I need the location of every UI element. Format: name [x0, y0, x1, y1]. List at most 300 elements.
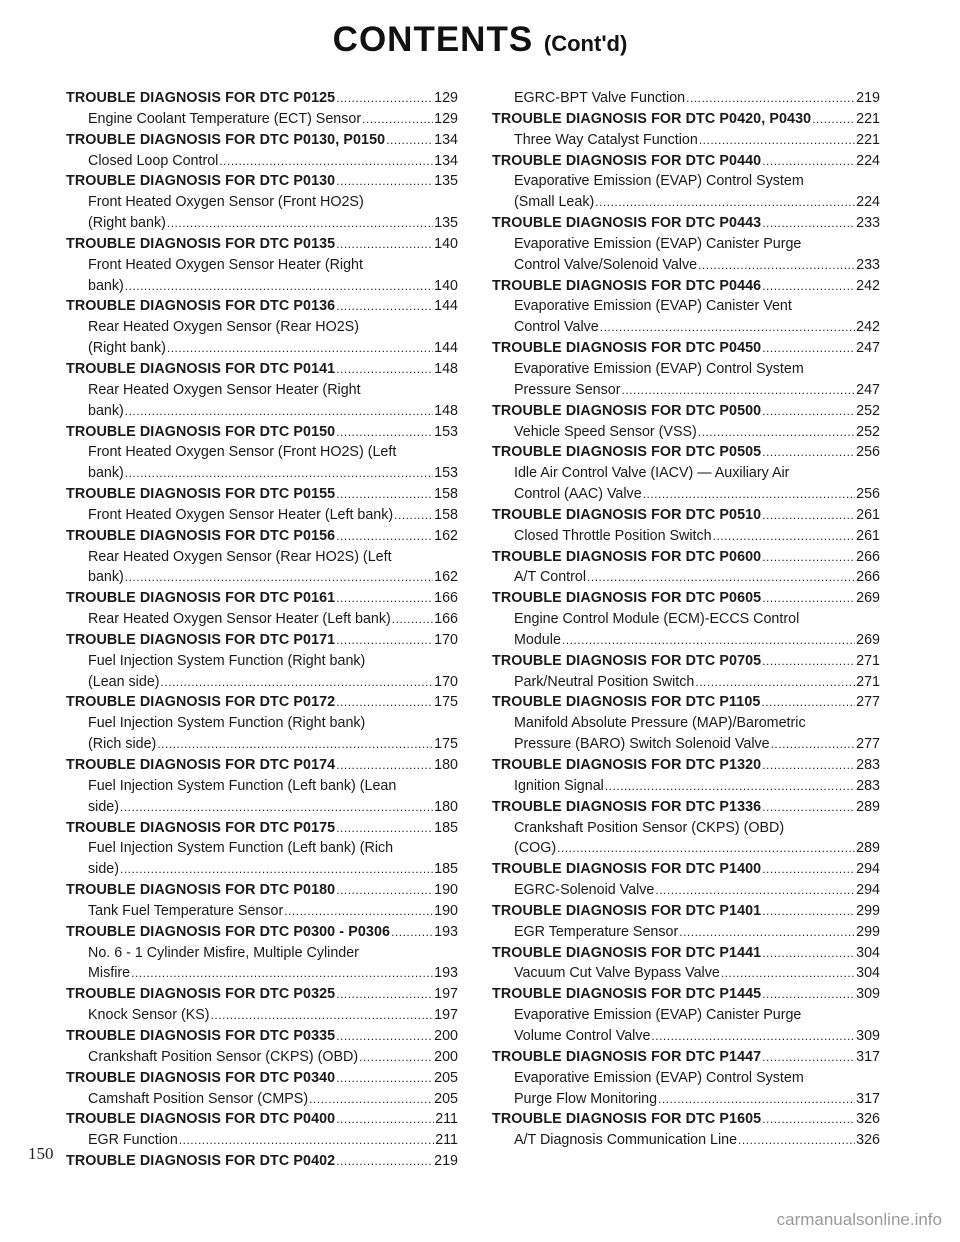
toc-leader-dots	[762, 276, 855, 297]
toc-leader-dots	[762, 213, 855, 234]
toc-page-number: 299	[856, 923, 880, 940]
toc-heading-entry	[66, 588, 458, 609]
toc-entry-text: Rear Heated Oxygen Sensor Heater (Left bank)	[88, 611, 391, 628]
toc-entry-text: EGRC-BPT Valve Function	[514, 90, 686, 106]
toc-right-column	[492, 88, 880, 1151]
toc-heading-entry	[66, 88, 458, 109]
toc-leader-dots	[762, 505, 855, 526]
toc-leader-dots	[394, 505, 433, 526]
toc-page-number: 289	[856, 798, 880, 815]
toc-heading-entry	[66, 130, 458, 151]
toc-leader-dots	[336, 422, 433, 443]
toc-page-number: 180	[434, 757, 458, 773]
toc-leader-dots	[336, 984, 433, 1005]
toc-entry-text: Rear Heated Oxygen Sensor Heater (Right	[88, 381, 361, 398]
toc-page-number: 190	[434, 882, 458, 899]
toc-leader-dots	[336, 1109, 434, 1130]
toc-heading-entry	[66, 818, 458, 839]
toc-page-number: 170	[434, 673, 458, 690]
toc-entry-text: (Right bank)	[88, 215, 166, 232]
toc-entry-text: TROUBLE DIAGNOSIS FOR DTC P1441	[492, 944, 762, 961]
toc-entry-text: TROUBLE DIAGNOSIS FOR DTC P0175	[66, 819, 336, 836]
toc-heading-entry	[66, 296, 458, 317]
toc-entry-text: TROUBLE DIAGNOSIS FOR DTC P0156	[66, 527, 336, 544]
toc-leader-dots	[762, 651, 855, 672]
toc-page-number: 166	[434, 611, 458, 628]
toc-page-number: 289	[856, 840, 880, 857]
toc-subentry	[492, 630, 880, 651]
toc-page-number: 256	[856, 486, 880, 503]
toc-subentry	[66, 776, 458, 797]
toc-entry-text: Tank Fuel Temperature Sensor	[88, 902, 284, 919]
toc-page-number: 158	[434, 486, 458, 503]
toc-page-number: 197	[434, 1007, 458, 1024]
toc-page-number: 242	[856, 319, 880, 336]
toc-leader-dots	[762, 1109, 855, 1130]
toc-page-number: 304	[856, 965, 880, 982]
toc-leader-dots	[595, 192, 855, 213]
toc-page-number: 180	[434, 798, 458, 815]
toc-entry-text: TROUBLE DIAGNOSIS FOR DTC P1401	[492, 902, 762, 919]
toc-leader-dots	[812, 109, 855, 130]
toc-subentry	[492, 880, 880, 901]
toc-leader-dots	[587, 567, 855, 588]
toc-entry-text: Idle Air Control Valve (IACV) — Auxiliary Air	[514, 465, 790, 482]
toc-page-number: 294	[856, 882, 880, 899]
toc-page-number: 221	[856, 110, 880, 127]
toc-entry-text: TROUBLE DIAGNOSIS FOR DTC P1320	[492, 757, 762, 773]
toc-entry-text: Fuel Injection System Function (Right bank)	[88, 652, 366, 669]
toc-leader-dots	[336, 588, 433, 609]
toc-leader-dots	[120, 859, 433, 880]
toc-entry-text: Evaporative Emission (EVAP) Canister Purge	[514, 1007, 802, 1024]
toc-page-number: 200	[434, 1027, 458, 1044]
toc-page-number: 317	[856, 1048, 880, 1065]
toc-leader-dots	[557, 838, 855, 859]
toc-leader-dots	[762, 151, 855, 172]
toc-leader-dots	[157, 734, 433, 755]
toc-entry-text: side)	[88, 798, 119, 815]
toc-page-number: 185	[434, 819, 458, 836]
toc-leader-dots	[392, 609, 433, 630]
toc-leader-dots	[125, 463, 433, 484]
toc-subentry	[66, 380, 458, 401]
toc-subentry	[66, 797, 458, 818]
toc-leader-dots	[713, 526, 856, 547]
toc-leader-dots	[600, 317, 855, 338]
toc-entry-text: Pressure Sensor	[514, 381, 621, 398]
page-title	[0, 20, 960, 60]
toc-entry-text: Evaporative Emission (EVAP) Canister Purge	[514, 235, 802, 252]
toc-page-number: 185	[434, 861, 458, 878]
toc-leader-dots	[336, 880, 433, 901]
toc-page-number: 266	[856, 548, 880, 565]
toc-heading-entry	[66, 755, 458, 776]
toc-leader-dots	[309, 1089, 433, 1110]
toc-page-number: 148	[434, 360, 458, 377]
toc-leader-dots	[336, 692, 433, 713]
toc-page-number: 242	[856, 277, 880, 294]
toc-leader-dots	[698, 422, 855, 443]
toc-entry-text: Closed Loop Control	[88, 152, 219, 169]
toc-leader-dots	[738, 1130, 855, 1151]
toc-heading-entry	[66, 234, 458, 255]
toc-subentry	[66, 1089, 458, 1110]
toc-entry-text: Engine Control Module (ECM)-ECCS Control	[514, 611, 800, 628]
toc-page-number: 256	[856, 444, 880, 461]
toc-page-number: 219	[434, 1153, 458, 1170]
toc-subentry	[66, 192, 458, 213]
toc-page-number: 233	[856, 256, 880, 273]
toc-entry-text: TROUBLE DIAGNOSIS FOR DTC P0300 - P0306	[66, 923, 391, 940]
toc-entry-text: Camshaft Position Sensor (CMPS)	[88, 1090, 309, 1107]
toc-page-number: 266	[856, 569, 880, 586]
toc-entry-text: Misfire	[88, 965, 131, 982]
toc-subentry	[66, 338, 458, 359]
toc-page-number: 153	[434, 465, 458, 482]
toc-entry-text: TROUBLE DIAGNOSIS FOR DTC P0446	[492, 277, 762, 294]
toc-heading-entry	[66, 526, 458, 547]
toc-leader-dots	[336, 1068, 433, 1089]
toc-subentry	[492, 255, 880, 276]
toc-subentry	[66, 963, 458, 984]
toc-entry-text: TROUBLE DIAGNOSIS FOR DTC P0125	[66, 90, 336, 106]
toc-subentry	[66, 255, 458, 276]
toc-entry-text: TROUBLE DIAGNOSIS FOR DTC P0325	[66, 986, 336, 1003]
toc-page-number: 193	[434, 965, 458, 982]
toc-leader-dots	[179, 1130, 434, 1151]
toc-page-number: 134	[434, 131, 458, 148]
toc-page-number: 193	[434, 923, 458, 940]
toc-entry-text: Control Valve/Solenoid Valve	[514, 256, 698, 273]
toc-leader-dots	[605, 776, 855, 797]
toc-page-number: 135	[434, 215, 458, 232]
toc-entry-text: (Right bank)	[88, 340, 166, 357]
toc-entry-text: TROUBLE DIAGNOSIS FOR DTC P0135	[66, 235, 336, 252]
toc-entry-text: TROUBLE DIAGNOSIS FOR DTC P1605	[492, 1111, 762, 1128]
toc-entry-text: TROUBLE DIAGNOSIS FOR DTC P0500	[492, 402, 762, 419]
toc-heading-entry	[492, 338, 880, 359]
toc-page-number: 144	[434, 298, 458, 315]
toc-subentry	[492, 963, 880, 984]
toc-heading-entry	[492, 109, 880, 130]
toc-page-number: 247	[856, 340, 880, 357]
toc-page-number: 261	[856, 506, 880, 523]
toc-page-number: 135	[434, 173, 458, 190]
toc-leader-dots	[336, 1026, 433, 1047]
toc-subentry	[66, 901, 458, 922]
toc-entry-text: Evaporative Emission (EVAP) Control System	[514, 1069, 804, 1086]
toc-page-number: 129	[434, 90, 458, 106]
toc-leader-dots	[336, 88, 433, 109]
toc-subentry	[492, 130, 880, 151]
toc-subentry	[66, 713, 458, 734]
toc-left-column	[66, 88, 458, 1172]
toc-entry-text: Front Heated Oxygen Sensor Heater (Left bank)	[88, 506, 394, 523]
toc-page-number: 197	[434, 986, 458, 1003]
toc-entry-text: Evaporative Emission (EVAP) Control System	[514, 360, 804, 377]
toc-subentry	[492, 838, 880, 859]
toc-page-number: 148	[434, 402, 458, 419]
toc-subentry	[492, 567, 880, 588]
toc-entry-text: TROUBLE DIAGNOSIS FOR DTC P0136	[66, 298, 336, 315]
toc-entry-text: (Rich side)	[88, 736, 157, 753]
toc-leader-dots	[562, 630, 855, 651]
toc-leader-dots	[391, 922, 433, 943]
toc-leader-dots	[336, 1151, 433, 1172]
toc-leader-dots	[762, 338, 855, 359]
toc-subentry	[66, 609, 458, 630]
toc-entry-text: TROUBLE DIAGNOSIS FOR DTC P0340	[66, 1069, 336, 1086]
toc-subentry	[66, 109, 458, 130]
toc-entry-text: Front Heated Oxygen Sensor (Front HO2S) (Left	[88, 444, 397, 461]
toc-subentry	[66, 463, 458, 484]
toc-entry-text: TROUBLE DIAGNOSIS FOR DTC P0150	[66, 423, 336, 440]
toc-entry-text: TROUBLE DIAGNOSIS FOR DTC P0400	[66, 1111, 336, 1128]
toc-entry-text: Pressure (BARO) Switch Solenoid Valve	[514, 736, 770, 753]
toc-page-number: 158	[434, 506, 458, 523]
page-title-main: CONTENTS	[332, 20, 534, 59]
toc-entry-text: Control Valve	[514, 319, 599, 336]
toc-page-number: 175	[434, 694, 458, 711]
toc-leader-dots	[336, 171, 433, 192]
toc-entry-text: TROUBLE DIAGNOSIS FOR DTC P0161	[66, 590, 336, 607]
toc-heading-entry	[66, 984, 458, 1005]
toc-entry-text: Purge Flow Monitoring	[514, 1090, 658, 1107]
toc-entry-text: Vacuum Cut Valve Bypass Valve	[514, 965, 720, 982]
toc-heading-entry	[492, 401, 880, 422]
toc-leader-dots	[655, 880, 855, 901]
toc-subentry	[492, 88, 880, 109]
toc-leader-dots	[643, 484, 855, 505]
toc-leader-dots	[762, 859, 855, 880]
toc-leader-dots	[762, 547, 855, 568]
toc-subentry	[66, 276, 458, 297]
toc-page-number: 200	[434, 1048, 458, 1065]
toc-entry-text: EGR Temperature Sensor	[514, 923, 679, 940]
toc-entry-text: A/T Control	[514, 569, 587, 586]
toc-entry-text: Crankshaft Position Sensor (CKPS) (OBD)	[88, 1048, 359, 1065]
toc-entry-text: TROUBLE DIAGNOSIS FOR DTC P0450	[492, 340, 762, 357]
toc-page-number: 277	[856, 736, 880, 753]
toc-entry-text: (Small Leak)	[514, 194, 595, 211]
toc-entry-text: EGR Function	[88, 1132, 178, 1149]
toc-page-number: 224	[856, 194, 880, 211]
toc-page-number: 261	[856, 527, 880, 544]
toc-entry-text: TROUBLE DIAGNOSIS FOR DTC P0174	[66, 757, 336, 773]
toc-subentry	[492, 672, 880, 693]
toc-page-number: 162	[434, 569, 458, 586]
toc-leader-dots	[762, 442, 855, 463]
toc-leader-dots	[699, 130, 855, 151]
toc-subentry	[66, 1005, 458, 1026]
toc-entry-text: Crankshaft Position Sensor (CKPS) (OBD)	[514, 819, 785, 836]
toc-entry-text: TROUBLE DIAGNOSIS FOR DTC P0440	[492, 152, 762, 169]
toc-subentry	[492, 463, 880, 484]
toc-leader-dots	[125, 276, 433, 297]
page-number: 150	[28, 1144, 54, 1163]
toc-entry-text: Three Way Catalyst Function	[514, 131, 698, 148]
toc-leader-dots	[721, 963, 855, 984]
toc-page-number: 134	[434, 152, 458, 169]
toc-entry-text: Rear Heated Oxygen Sensor (Rear HO2S)	[88, 319, 359, 336]
toc-page-number: 224	[856, 152, 880, 169]
toc-subentry	[492, 1130, 880, 1151]
toc-page-number: 211	[435, 1111, 458, 1128]
toc-heading-entry	[492, 505, 880, 526]
toc-leader-dots	[762, 984, 855, 1005]
toc-heading-entry	[492, 276, 880, 297]
toc-entry-text: TROUBLE DIAGNOSIS FOR DTC P0171	[66, 631, 336, 648]
toc-leader-dots	[762, 901, 855, 922]
toc-page-number: 326	[856, 1132, 880, 1149]
toc-entry-text: TROUBLE DIAGNOSIS FOR DTC P0155	[66, 486, 336, 503]
toc-page-number: 221	[856, 131, 880, 148]
toc-leader-dots	[762, 1047, 855, 1068]
toc-leader-dots	[761, 692, 855, 713]
toc-entry-text: Fuel Injection System Function (Right bank)	[88, 715, 366, 732]
toc-heading-entry	[492, 651, 880, 672]
toc-page-number: 269	[856, 631, 880, 648]
toc-subentry	[492, 1026, 880, 1047]
toc-entry-text: bank)	[88, 402, 124, 419]
toc-leader-dots	[336, 755, 433, 776]
toc-entry-text: TROUBLE DIAGNOSIS FOR DTC P0172	[66, 694, 336, 711]
toc-page-number: 326	[856, 1111, 880, 1128]
toc-leader-dots	[695, 672, 855, 693]
toc-leader-dots	[336, 818, 433, 839]
toc-entry-text: bank)	[88, 277, 124, 294]
toc-entry-text: TROUBLE DIAGNOSIS FOR DTC P0705	[492, 652, 762, 669]
toc-leader-dots	[651, 1026, 855, 1047]
toc-page-number: 277	[856, 694, 880, 711]
toc-heading-entry	[66, 922, 458, 943]
toc-entry-text: TROUBLE DIAGNOSIS FOR DTC P0141	[66, 360, 336, 377]
toc-entry-text: EGRC-Solenoid Valve	[514, 882, 655, 899]
toc-heading-entry	[66, 692, 458, 713]
toc-page-number: 252	[856, 402, 880, 419]
toc-entry-text: TROUBLE DIAGNOSIS FOR DTC P0420, P0430	[492, 110, 812, 127]
toc-entry-text: Closed Throttle Position Switch	[514, 527, 712, 544]
toc-subentry	[492, 1068, 880, 1089]
toc-entry-text: TROUBLE DIAGNOSIS FOR DTC P0402	[66, 1153, 336, 1170]
toc-subentry	[492, 526, 880, 547]
toc-entry-text: Front Heated Oxygen Sensor (Front HO2S)	[88, 194, 364, 211]
toc-entry-text: TROUBLE DIAGNOSIS FOR DTC P0605	[492, 590, 762, 607]
toc-heading-entry	[66, 1068, 458, 1089]
toc-heading-entry	[492, 901, 880, 922]
toc-leader-dots	[161, 672, 434, 693]
toc-page-number: 294	[856, 861, 880, 878]
toc-leader-dots	[125, 567, 433, 588]
toc-subentry	[66, 838, 458, 859]
toc-subentry	[492, 1089, 880, 1110]
toc-heading-entry	[492, 797, 880, 818]
toc-entry-text: Module	[514, 631, 561, 648]
toc-leader-dots	[131, 963, 433, 984]
toc-subentry	[492, 484, 880, 505]
toc-page-number: 299	[856, 902, 880, 919]
toc-page-number: 271	[856, 652, 880, 669]
toc-leader-dots	[211, 1005, 434, 1026]
toc-entry-text: Rear Heated Oxygen Sensor (Rear HO2S) (Left	[88, 548, 392, 565]
toc-leader-dots	[336, 484, 433, 505]
toc-entry-text: TROUBLE DIAGNOSIS FOR DTC P1105	[492, 694, 761, 711]
toc-leader-dots	[658, 1089, 855, 1110]
toc-leader-dots	[336, 526, 433, 547]
toc-leader-dots	[762, 588, 855, 609]
toc-page-number: 269	[856, 590, 880, 607]
toc-page-number: 205	[434, 1090, 458, 1107]
toc-page-number: 205	[434, 1069, 458, 1086]
toc-page-number: 144	[434, 340, 458, 357]
toc-leader-dots	[336, 234, 433, 255]
toc-subentry	[492, 296, 880, 317]
toc-subentry	[66, 943, 458, 964]
toc-entry-text: TROUBLE DIAGNOSIS FOR DTC P0505	[492, 444, 762, 461]
toc-subentry	[66, 859, 458, 880]
toc-page-number: 211	[435, 1132, 458, 1149]
toc-leader-dots	[762, 401, 855, 422]
toc-heading-entry	[492, 1047, 880, 1068]
toc-entry-text: TROUBLE DIAGNOSIS FOR DTC P0510	[492, 506, 762, 523]
toc-page-number: 170	[434, 631, 458, 648]
toc-leader-dots	[219, 151, 433, 172]
toc-subentry	[492, 818, 880, 839]
toc-subentry	[492, 734, 880, 755]
toc-leader-dots	[120, 797, 433, 818]
toc-entry-text: Manifold Absolute Pressure (MAP)/Barometric	[514, 715, 806, 732]
toc-leader-dots	[336, 630, 433, 651]
toc-entry-text: (Lean side)	[88, 673, 160, 690]
toc-page-number: 304	[856, 944, 880, 961]
toc-entry-text: bank)	[88, 465, 124, 482]
toc-leader-dots	[771, 734, 856, 755]
toc-heading-entry	[492, 755, 880, 776]
toc-heading-entry	[492, 984, 880, 1005]
toc-page-number: 317	[856, 1090, 880, 1107]
toc-subentry	[66, 505, 458, 526]
toc-page-number: 283	[856, 757, 880, 773]
toc-entry-text: TROUBLE DIAGNOSIS FOR DTC P0600	[492, 548, 762, 565]
toc-subentry	[66, 442, 458, 463]
toc-subentry	[66, 672, 458, 693]
toc-leader-dots	[336, 359, 433, 380]
toc-entry-text: TROUBLE DIAGNOSIS FOR DTC P0130	[66, 173, 336, 190]
toc-entry-text: Control (AAC) Valve	[514, 486, 642, 503]
toc-page-number: 233	[856, 215, 880, 232]
toc-entry-text: Park/Neutral Position Switch	[514, 673, 695, 690]
toc-entry-text: TROUBLE DIAGNOSIS FOR DTC P0130, P0150	[66, 131, 386, 148]
toc-subentry	[66, 151, 458, 172]
toc-subentry	[492, 317, 880, 338]
toc-page-number: 247	[856, 381, 880, 398]
toc-page-number: 309	[856, 1027, 880, 1044]
toc-entry-text: TROUBLE DIAGNOSIS FOR DTC P1336	[492, 798, 762, 815]
toc-page-number: 153	[434, 423, 458, 440]
toc-leader-dots	[362, 109, 433, 130]
toc-subentry	[492, 922, 880, 943]
toc-leader-dots	[386, 130, 433, 151]
toc-leader-dots	[284, 901, 433, 922]
toc-entry-text: TROUBLE DIAGNOSIS FOR DTC P0180	[66, 882, 336, 899]
toc-page-number: 140	[434, 235, 458, 252]
toc-heading-entry	[66, 359, 458, 380]
toc-entry-text: A/T Diagnosis Communication Line	[514, 1132, 738, 1149]
toc-subentry	[66, 567, 458, 588]
toc-entry-text: TROUBLE DIAGNOSIS FOR DTC P1447	[492, 1048, 762, 1065]
toc-heading-entry	[492, 547, 880, 568]
